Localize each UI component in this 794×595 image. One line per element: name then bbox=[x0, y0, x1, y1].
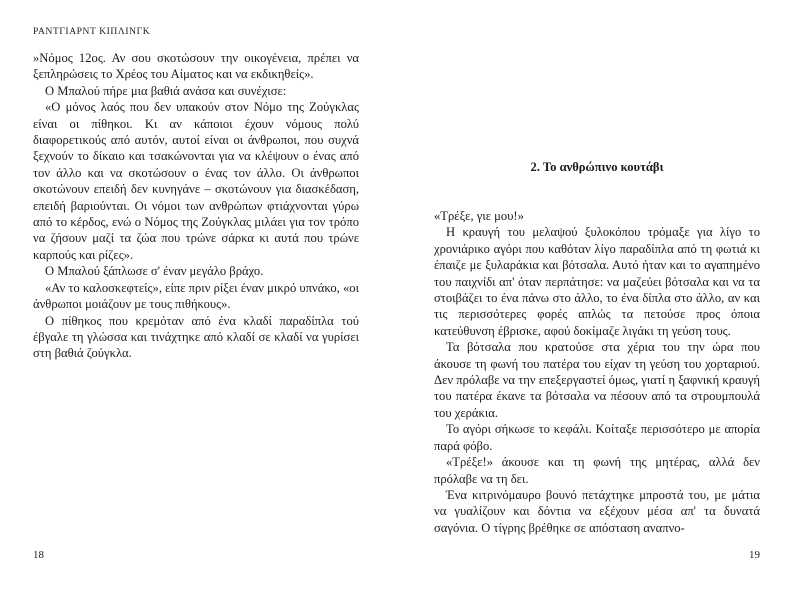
running-head: ΡΑΝΤΓΙΑΡΝΤ ΚΙΠΛΙΝΓΚ bbox=[33, 27, 151, 37]
paragraph: Ο πίθηκος που κρεμόταν από ένα κλαδί παραδίπλα τού έβγαλε τη γλώσσα και τινάχτηκε από κλαδί σε κλαδί να γυρίσει στη βαθιά ζούγκλα. bbox=[33, 313, 359, 361]
paragraph: Ο Μπαλού ξάπλωσε σ' έναν μεγάλο βράχο. bbox=[45, 264, 264, 279]
paragraph: «Τρέξε!» άκουσε και τη φωνή της μητέρας, αλλά δεν πρόλαβε να τη δει. bbox=[434, 455, 760, 486]
paragraph: «Ο μόνος λαός που δεν υπακούν στον Νόμο της Ζούγκλας είναι οι πίθηκοι. Κι αν κάποιοι έχουν νόμους πολύ διαφορετικούς από αυτόν, αυτοί είναι οι άνθρωποι, που συχνά ξεχνούν το δίκαιο και τσακώνονται για να κλέψουν ο ένας από τον άλλο και να σκοτώσουν ο ένας τον άλλο. Οι άνθρωποι σκοτώνουν επειδή δεν κυνηγάνε – σκοτώνουν για διασκέδαση, επειδή βαριούνται. Οι νόμοι των ανθρώπων φτιάχνονται γύρω από το κέρδος, ενώ ο Νόμος της Ζούγκλας μιλάει για τον τρόπο να ζήσουν μαζί τα ζώα που τρώνε σάρκα κι αυτά που τρώνε καρπούς και ρίζες». bbox=[33, 100, 359, 262]
paragraph: Τα βότσαλα που κρατούσε στα χέρια του την ώρα που άκουσε τη φωνή του πατέρα του είχαν τη γεύση του χορταριού. Δεν πρόλαβε να την επεξεργαστεί όμως, γιατί η ξαφνική κραυγή του πατέρα έκανε τα βότσαλα να πέσουν από τα στρουμπουλά του χεράκια. bbox=[434, 340, 760, 420]
page-number: 18 bbox=[33, 549, 44, 561]
paragraph: Η κραυγή του μελαψού ξυλοκόπου τρόμαξε για λίγο το χρονιάρικο αγόρι που καθόταν λίγο παραδίπλα από τη φωτιά κι έπαιζε με ξυλαράκια και βότσαλα. Αυτό ήταν και το αγαπημένο του παιχνίδι απ' όταν περπάτησε: να μαζεύει βότσαλα και να τα στοιβάζει το ένα πάνω στο άλλο, το ένα δίπλα στο άλλο, αν και τις περισσότερες φορές απλώς τα πετούσε προς όποια κατεύθυνση έβρισκε, αφού δοκίμαζε λιγάκι τη γεύση τους. bbox=[434, 225, 760, 338]
paragraph: »Νόμος 12ος. Αν σου σκοτώσουν την οικογένεια, πρέπει να ξεπληρώσεις το Χρέος του Αίματος και να εκδικηθείς». bbox=[33, 51, 359, 82]
right-page-body bbox=[434, 208, 760, 536]
chapter-title: 2. Το ανθρώπινο κουτάβι bbox=[530, 160, 664, 174]
paragraph: Ο Μπαλού πήρε μια βαθιά ανάσα και συνέχισε: bbox=[45, 83, 287, 98]
paragraph: Ένα κιτρινόμαυρο βουνό πετάχτηκε μπροστά του, με μάτια να γυαλίζουν και δόντια να εξέχουν μέσα απ' τα δυνατά σαγόνια. Ο τίγρης βρέθηκε σε απόσταση αναπνο- bbox=[434, 487, 760, 535]
paragraph: Το αγόρι σήκωσε το κεφάλι. Κοίταξε περισσότερο με απορία παρά φόβο. bbox=[434, 422, 760, 453]
paragraph: «Αν το καλοσκεφτείς», είπε πριν ρίξει έναν μικρό υπνάκο, «οι άνθρωποι μοιάζουν με τους πιθήκους». bbox=[33, 280, 359, 312]
right-page bbox=[397, 0, 794, 595]
left-page-body bbox=[33, 50, 359, 362]
paragraph: «Τρέξε, γιε μου!» bbox=[434, 209, 524, 223]
page-number: 19 bbox=[749, 549, 760, 561]
